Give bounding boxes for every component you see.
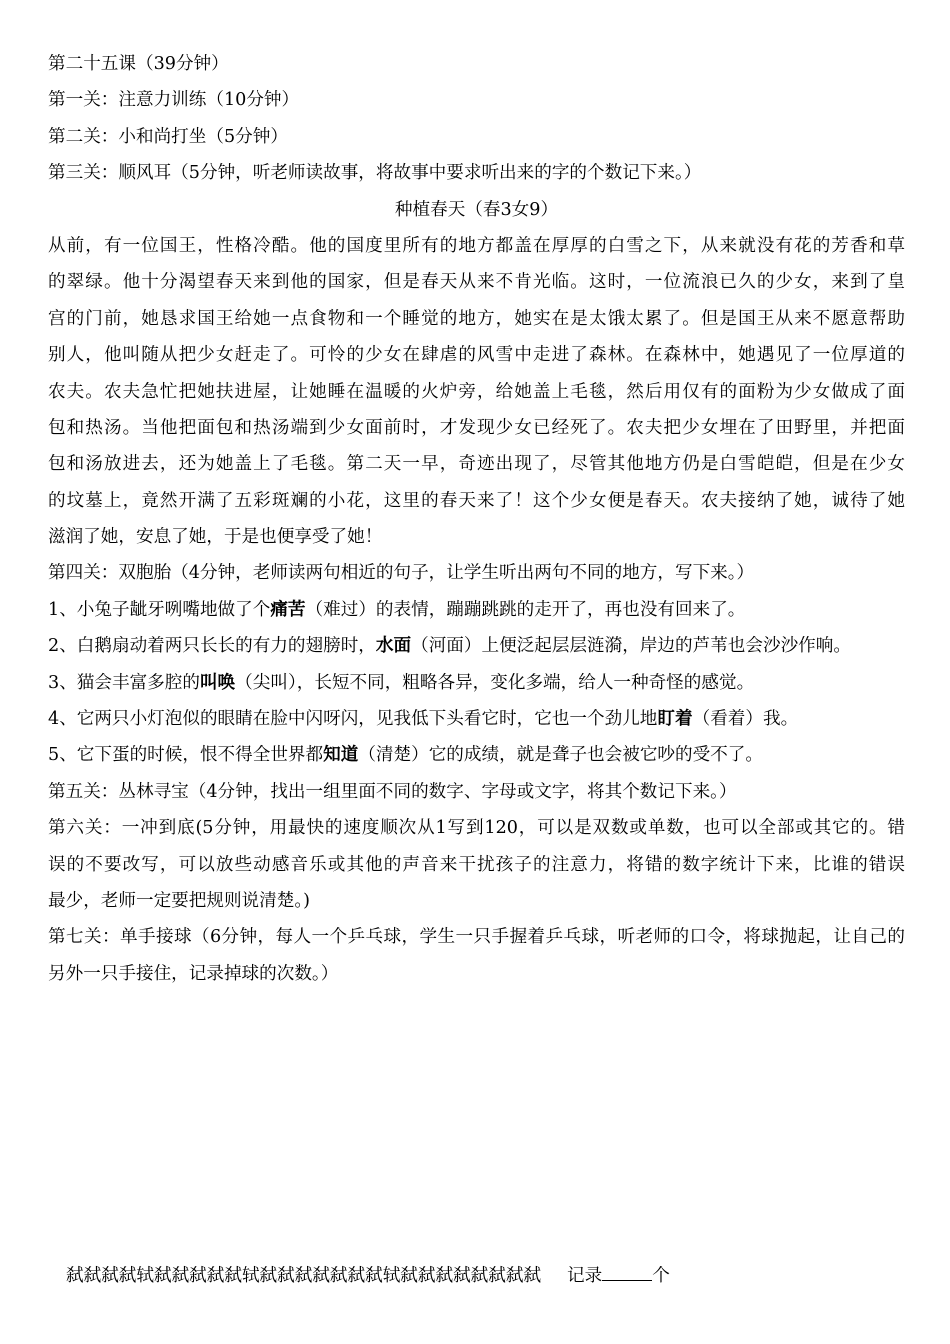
twin-text: 3、猫会丰富多腔的: [48, 672, 200, 693]
twin-keyword: 痛苦: [270, 599, 306, 620]
twin-text: （尖叫），长短不同，粗略各异，变化多端，给人一种奇怪的感觉。: [235, 672, 755, 693]
document-body: [48, 52, 905, 998]
twin-keyword: 知道: [323, 745, 359, 766]
level-6-line: 第六关：一冲到底(5分钟，用最快的速度顺次从1写到120，可以是双数或单数，也可以全部或其它的。错: [48, 818, 905, 839]
level-5: 第五关：丛林寻宝（4分钟，找出一组里面不同的数字、字母或文字，将其个数记下来。）: [48, 781, 737, 802]
story-line: 宫的门前，她恳求国王给她一点食物和一个睡觉的地方，她实在是太饿太累了。但是国王从来不愿意帮助: [48, 308, 905, 329]
twin-sentence: [48, 598, 905, 622]
story-line: 包和汤放进去，还为她盖上了毛毯。第二天一早，奇迹出现了，尽管其他地方仍是白雪皑皑，但是在少女: [48, 454, 905, 475]
twin-keyword: 叫唤: [199, 672, 236, 693]
twin-sentence: [48, 634, 905, 658]
level-3: 第三关：顺风耳（5分钟，听老师读故事，将故事中要求听出来的字的个数记下来。）: [48, 163, 702, 184]
level-7: [48, 925, 905, 985]
twin-keyword: 水面: [375, 636, 412, 657]
twin-sentence: [48, 671, 905, 695]
story-line: 从前，有一位国王，性格冷酷。他的国度里所有的地方都盖在厚厚的白雪之下，从来就没有花的芳香和草: [48, 235, 905, 256]
lesson-title: 第二十五课（39分钟）: [48, 54, 229, 74]
level-1: 第一关：注意力训练（10分钟）: [48, 90, 300, 111]
level-2: 第二关：小和尚打坐（5分钟）: [48, 126, 288, 147]
twin-text: 2、白鹅扇动着两只长长的有力的翅膀时，: [48, 636, 376, 657]
treasure-characters: 弑弑弑弑轼弑弑弑弑弑轼弑弑弑弑弑弑弑轼弑弑弑弑弑弑弑弑: [66, 1266, 542, 1286]
footer-exercise: [66, 1262, 670, 1286]
level-6-line: 最少，老师一定要把规则说清楚。): [48, 890, 310, 911]
record-label: 记录: [567, 1266, 603, 1286]
story-title: 种植春天（春3女9）: [394, 199, 559, 220]
story-line: 的翠绿。他十分渴望春天来到他的国家，但是春天从来不肯光临。这时，一位流浪已久的少女，来到了皇: [48, 272, 905, 293]
twin-text: （清楚）它的成绩，就是聋子也会被它吵的受不了。: [358, 745, 763, 766]
level-7-line: 第七关：单手接球（6分钟，每人一个乒乓球，学生一只手握着乒乓球，听老师的口令，将球抛起，让自己的: [48, 927, 905, 948]
story-line: 滋润了她，安息了她，于是也便享受了她！: [48, 527, 383, 548]
twin-text: 5、它下蛋的时候，恨不得全世界都: [48, 745, 324, 766]
level-6: [48, 816, 905, 913]
twin-sentence: [48, 707, 905, 731]
story-line: 农夫。农夫急忙把她扶进屋，让她睡在温暖的火炉旁，给她盖上毛毯，然后用仅有的面粉为少女做成了面: [48, 381, 905, 402]
story-line: 别人，他叫随从把少女赶走了。可怜的少女在肆虐的风雪中走进了森林。在森林中，她遇见了一位厚道的: [48, 345, 905, 366]
story-line: 包和热汤。当他把面包和热汤端到少女面前时，才发现少女已经死了。农夫把少女埋在了田野里，并把面: [48, 417, 905, 438]
level-6-line: 误的不要改写，可以放些动感音乐或其他的声音来干扰孩子的注意力，将错的数字统计下来，比谁的错误: [48, 854, 905, 875]
level-7-line: 另外一只手接住，记录掉球的次数。）: [48, 963, 339, 984]
twin-text: （河面）上便泛起层层涟漪，岸边的芦苇也会沙沙作响。: [411, 636, 851, 657]
twin-text: 4、它两只小灯泡似的眼睛在脸中闪呀闪，见我低下头看它时，它也一个劲儿地: [48, 709, 658, 730]
record-blank[interactable]: [602, 1262, 652, 1281]
twin-text: （看着）我。: [692, 709, 799, 730]
twin-text: 1、小兔子龇牙咧嘴地做了个: [48, 599, 271, 620]
record-unit: 个: [652, 1266, 670, 1286]
story-line: 的坟墓上，竟然开满了五彩斑斓的小花，这里的春天来了！这个少女便是春天。农夫接纳了她，诚待了她: [48, 490, 905, 511]
story-text: [48, 234, 905, 549]
twin-keyword: 盯着: [657, 709, 693, 730]
level-4: 第四关：双胞胎（4分钟，老师读两句相近的句子，让学生听出两句不同的地方，写下来。）: [48, 563, 755, 584]
twin-text: （难过）的表情，蹦蹦跳跳的走开了，再也没有回来了。: [305, 599, 746, 620]
twin-sentence: [48, 743, 905, 767]
